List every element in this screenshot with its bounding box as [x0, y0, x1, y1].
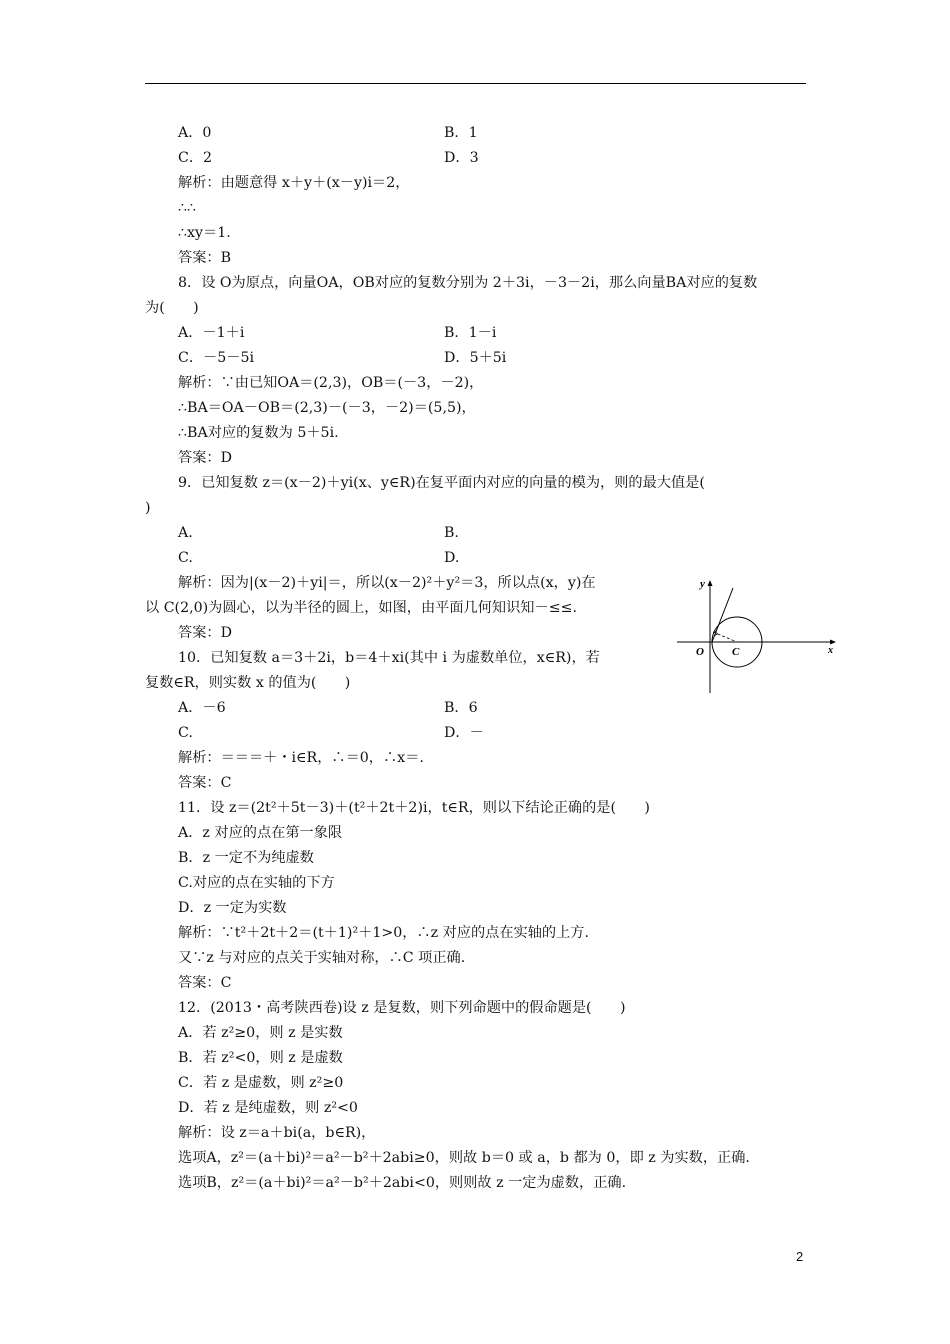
text-line: 以 C(2,0)为圆心，以为半径的圆上，如图，由平面几何知识知－≤≤. [145, 600, 577, 616]
text-line: ∴∴ [178, 200, 197, 216]
text-line: 答案：B [178, 250, 231, 266]
text-line: D. [444, 550, 460, 566]
tangent-line [712, 588, 733, 642]
text-line: A．0 [178, 125, 212, 141]
text-line: C. [178, 725, 193, 741]
text-line: 解析：∵t²＋2t＋2＝(t＋1)²＋1>0，∴z 对应的点在实轴的上方. [178, 925, 590, 941]
text-line: C. [178, 550, 193, 566]
text-line: 解析：∵由已知OA＝(2,3)，OB＝(－3，－2)， [178, 375, 484, 391]
text-line: 选项A，z²＝(a＋bi)²＝a²－b²＋2abi≥0，则故 b＝0 或 a，b 都为 0，即 z 为实数，正确. [178, 1150, 750, 1166]
page-number: 2 [796, 1249, 804, 1264]
text-line: B．1 [444, 125, 478, 141]
text-line: B．6 [444, 700, 478, 716]
text-line: 为( ) [145, 300, 199, 316]
text-line: B. [444, 525, 459, 541]
text-line: 12．(2013・高考陕西卷)设 z 是复数，则下列命题中的假命题是( ) [178, 1000, 626, 1016]
text-line: 复数∈R，则实数 x 的值为( ) [145, 675, 351, 691]
text-line: C．－5－5i [178, 350, 255, 366]
text-line: C．若 z 是虚数，则 z²≥0 [178, 1075, 344, 1091]
text-line: A．z 对应的点在第一象限 [178, 825, 343, 841]
text-line: A．－6 [178, 700, 226, 716]
y-axis-label: y [700, 578, 705, 590]
text-line: C.对应的点在实轴的下方 [178, 875, 335, 891]
text-line: D．5＋5i [444, 350, 507, 366]
circle-figure [673, 575, 843, 697]
text-line: B．1－i [444, 325, 497, 341]
text-line: ) [145, 500, 151, 516]
text-line: D．－ [444, 725, 484, 741]
text-line: 9．已知复数 z＝(x－2)＋yi(x、y∈R)在复平面内对应的向量的模为，则的最大值是( [178, 475, 705, 491]
text-line: C．2 [178, 150, 213, 166]
text-line: 答案：D [178, 625, 232, 641]
text-line: ∴BA对应的复数为 5＋5i. [178, 425, 339, 441]
text-line: A．－1＋i [178, 325, 245, 341]
text-line: 解析：＝＝＝＋・i∈R，∴＝0，∴x＝. [178, 750, 424, 766]
text-line: ∴BA＝OA－OB＝(2,3)－(－3，－2)＝(5,5)， [178, 400, 476, 416]
text-line: 选项B，z²＝(a＋bi)²＝a²－b²＋2abi<0，则则故 z 一定为虚数，正确. [178, 1175, 627, 1191]
text-line: 答案：D [178, 450, 232, 466]
x-axis-label: x [828, 645, 833, 656]
text-line: 11．设 z＝(2t²＋5t－3)＋(t²＋2t＋2)i，t∈R，则以下结论正确的是( ) [178, 800, 650, 816]
header-rule [145, 83, 806, 84]
text-line: 又∵z 与对应的点关于实轴对称，∴C 项正确. [178, 950, 466, 966]
radius-dashed [713, 632, 737, 642]
text-line: A. [178, 525, 193, 541]
text-line: D．3 [444, 150, 479, 166]
text-line: A．若 z²≥0，则 z 是实数 [178, 1025, 343, 1041]
text-line: 答案：C [178, 975, 232, 991]
text-line: 解析：由题意得 x＋y＋(x－y)i＝2， [178, 175, 410, 191]
origin-label: O [696, 646, 704, 658]
text-line: 解析：设 z＝a＋bi(a，b∈R)， [178, 1125, 376, 1141]
text-line: B．z 一定不为纯虚数 [178, 850, 314, 866]
text-line: ∴xy＝1. [178, 225, 231, 241]
text-line: 10．已知复数 a＝3＋2i，b＝4＋xi(其中 i 为虚数单位，x∈R)，若 [178, 650, 600, 666]
text-line: 答案：C [178, 775, 232, 791]
text-line: D．z 一定为实数 [178, 900, 287, 916]
text-line: 解析：因为|(x－2)＋yi|＝，所以(x－2)²＋y²＝3，所以点(x，y)在 [178, 575, 596, 591]
center-label: C [732, 646, 740, 658]
text-line: B．若 z²<0，则 z 是虚数 [178, 1050, 343, 1066]
text-line: D．若 z 是纯虚数，则 z²<0 [178, 1100, 358, 1116]
text-line: 8．设 O为原点，向量OA，OB对应的复数分别为 2＋3i，－3－2i，那么向量BA对应的复数 [178, 275, 758, 291]
